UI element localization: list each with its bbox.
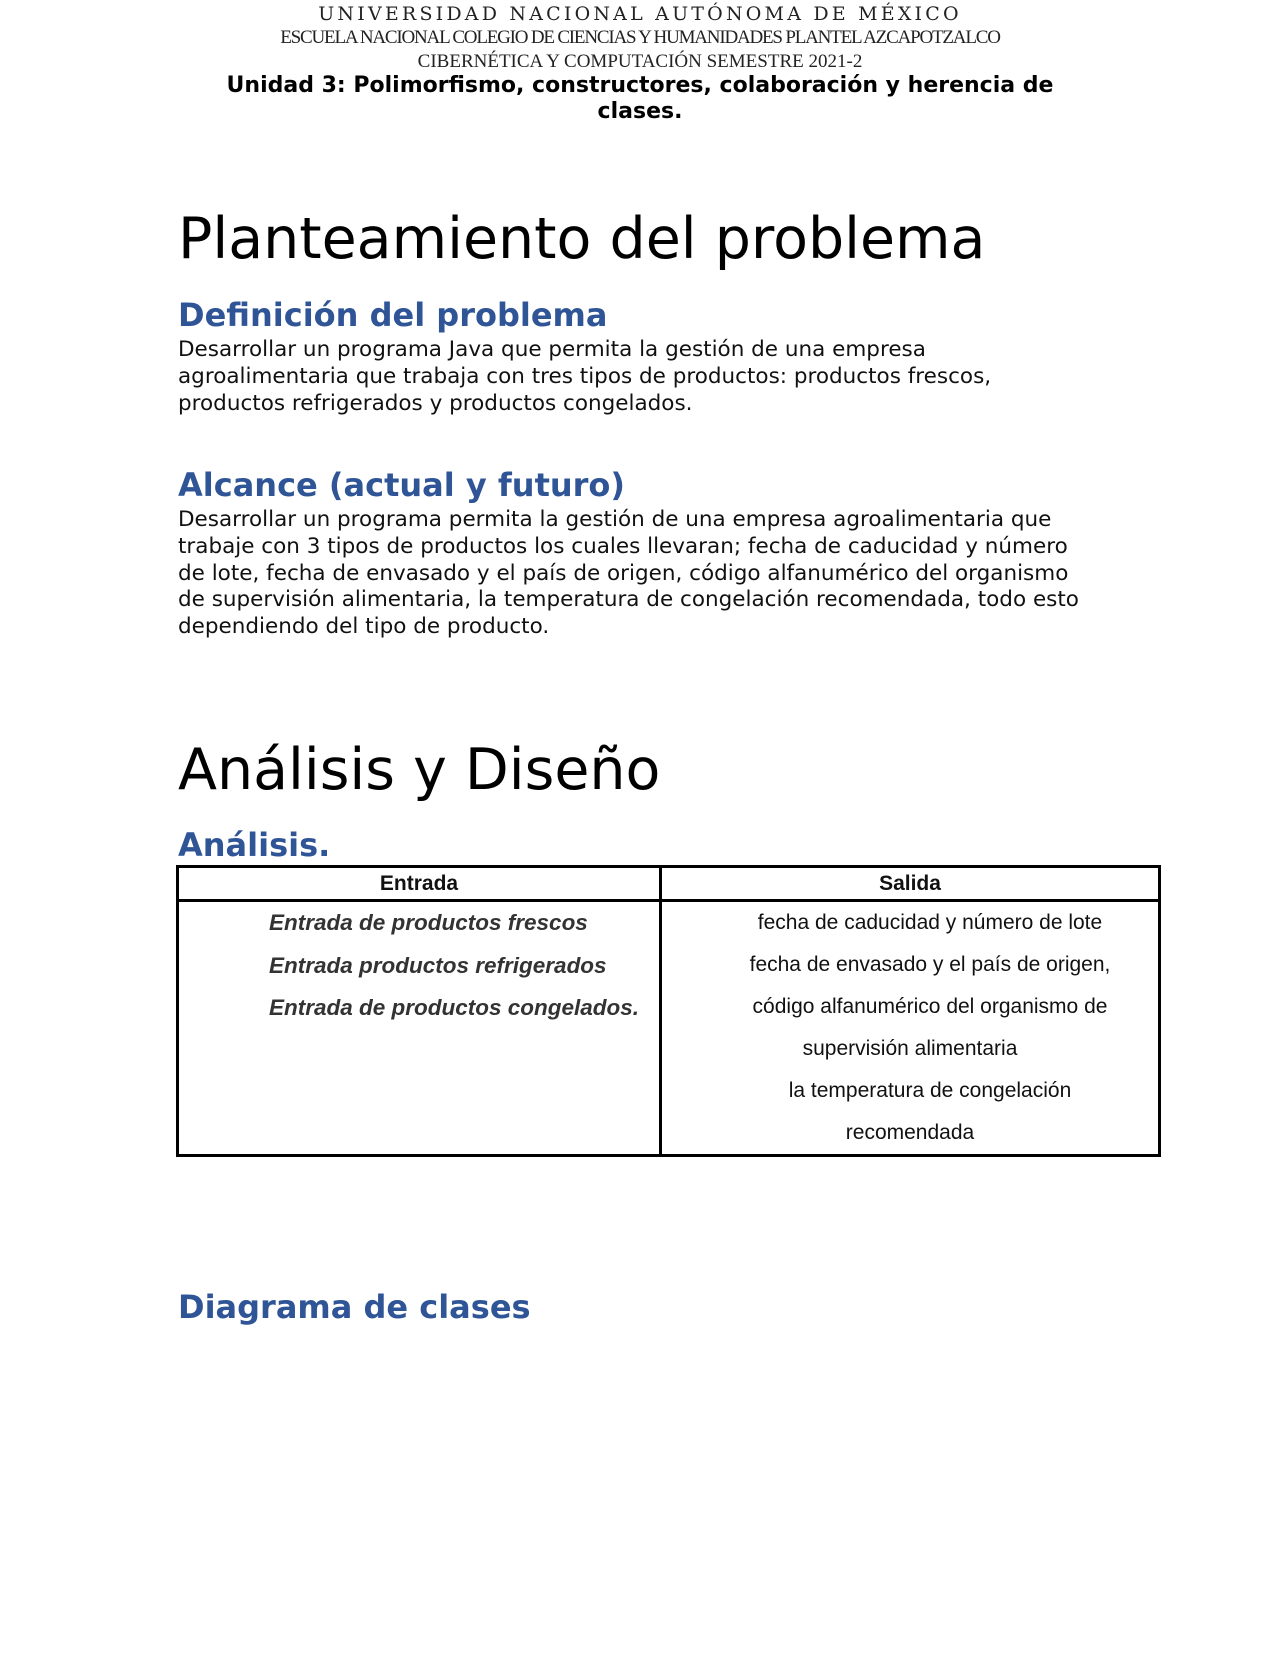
heading-class-diagram: Diagrama de clases [178,1288,531,1326]
section-title-analysis-design: Análisis y Diseño [178,737,661,803]
output-cell [661,901,1160,1156]
career-semester: CIBERNÉTICA Y COMPUTACIÓN SEMESTRE 2021-2 [417,51,863,72]
school-name: ESCUELA NACIONAL COLEGIO DE CIENCIAS Y HUMANIDADES PLANTEL AZCAPOTZALCO [280,27,1000,48]
output-item-label: fecha de envasado y el país de origen, [749,953,1111,976]
list-item [179,902,659,945]
input-list [179,902,659,1030]
input-column-header: Entrada [178,867,661,901]
output-item-label: código alfanumérico del organismo de supervisión alimentaria [752,995,1108,1060]
unit-title: Unidad 3: Polimorfismo, constructores, colaboración y herencia de clases. [226,73,1054,124]
heading-problem-definition: Definición del problema [178,296,608,334]
output-list [662,902,1158,1154]
output-item-label: fecha de caducidad y número de lote [757,911,1103,934]
list-item [662,902,1158,944]
table-row [178,901,1160,1156]
heading-scope: Alcance (actual y futuro) [178,466,626,504]
input-cell [178,901,661,1156]
section-title-problem: Planteamiento del problema [178,206,986,272]
input-item-label: Entrada de productos congelados. [269,995,640,1021]
list-item [662,1070,1158,1154]
university-name: UNIVERSIDAD NACIONAL AUTÓNOMA DE MÉXICO [318,3,962,25]
output-column-header: Salida [661,867,1160,901]
input-output-table [176,865,1161,1157]
scope-text: Desarrollar un programa permita la gestión de una empresa agroalimentaria que trabaje con 3 tipos de productos los cuales llevaran; fecha de caducidad y número de lote, fecha de envasado y el país de origen, código alfanumérico del organismo de supervisión alimentaria, la temperatura de congelación recomendada, todo esto dependiendo del tipo de producto. [178,507,1079,640]
list-item [662,986,1158,1070]
input-item-label: Entrada de productos frescos [269,910,588,936]
input-item-label: Entrada productos refrigerados [269,952,607,978]
table-header-row [178,867,1160,901]
list-item [662,944,1158,986]
heading-analysis: Análisis. [178,826,331,864]
problem-definition-text: Desarrollar un programa Java que permita la gestión de una empresa agroalimentaria que trabaja con tres tipos de productos: productos frescos, productos refrigerados y productos congelados. [178,337,992,416]
list-item [179,987,659,1030]
list-item [179,945,659,988]
output-item-label: la temperatura de congelación recomendada [788,1079,1072,1144]
